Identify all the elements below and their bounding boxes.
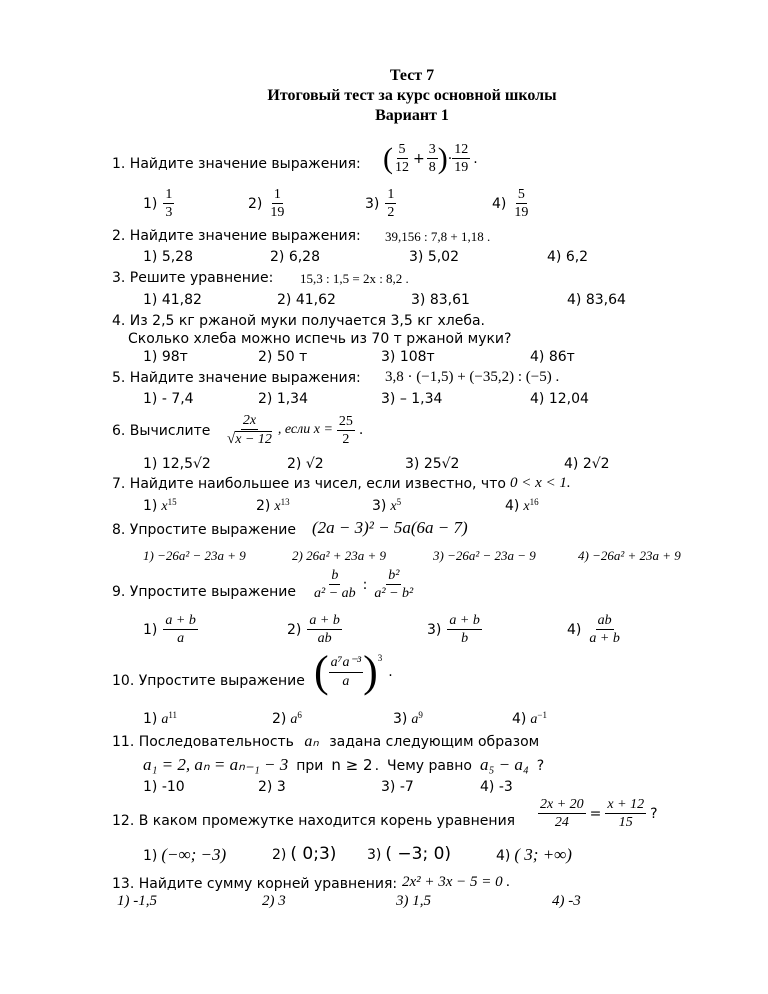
q9-option-4[interactable]: 4) $\frac{ab}{a + b}$ xyxy=(567,613,620,647)
q13-option-1[interactable]: 1) -1,5 xyxy=(117,893,157,909)
q5-option-4[interactable]: 4) 12,04 xyxy=(530,391,589,407)
test-subtitle: Итоговый тест за курс основной школы xyxy=(267,87,557,104)
q10-text: 10. Упростите выражение xyxy=(112,673,305,689)
q6-option-3[interactable]: 3) 25√2 xyxy=(405,456,460,472)
q5-option-2[interactable]: 2) 1,34 xyxy=(258,391,308,407)
q2-option-3[interactable]: 3) 5,02 xyxy=(409,249,459,265)
q7-option-4[interactable]: 4) $x^{16}$ xyxy=(505,497,539,514)
q11-option-2[interactable]: 2) 3 xyxy=(258,779,286,795)
q11-definition: a₁ = 2, aₙ = aₙ₋₁ − 3 при n ≥ 2 . Чему равно a₅ − a₄ ? xyxy=(143,755,545,774)
q4-option-2[interactable]: 2) 50 т xyxy=(258,349,308,365)
q4-option-4[interactable]: 4) 86т xyxy=(530,349,575,365)
q13-option-4[interactable]: 4) -3 xyxy=(552,893,581,909)
q7-text: 7. Найдите наибольшее из чисел, если известно, что xyxy=(112,476,506,492)
q8-option-4[interactable]: 4) −26a² + 23a + 9 xyxy=(578,548,681,563)
test-title: Тест 7 xyxy=(389,67,435,84)
q2-option-4[interactable]: 4) 6,2 xyxy=(547,249,589,265)
q7-option-3[interactable]: 3) $x^5$ xyxy=(372,497,402,514)
q10-option-1[interactable]: 1) $a^{11}$ xyxy=(143,710,178,727)
q10-option-4[interactable]: 4) $a^{-1}$ xyxy=(512,710,547,727)
q6-option-2[interactable]: 2) √2 xyxy=(287,456,324,472)
q8-expression: (2a − 3)² − 5a(6a − 7) xyxy=(312,518,468,537)
q9-option-3[interactable]: 3) $\frac{a + b}{b}$ xyxy=(427,613,480,647)
q4-option-3[interactable]: 3) 108т xyxy=(381,349,435,365)
q9-option-2[interactable]: 2) $\frac{a + b}{ab}$ xyxy=(287,613,340,647)
q3-option-3[interactable]: 3) 83,61 xyxy=(411,292,470,308)
q12-option-4[interactable]: 4) ( 3; +∞) xyxy=(496,845,572,864)
q2-option-1[interactable]: 1) 5,28 xyxy=(143,249,193,265)
q12-equation: $\frac{2x + 20}{24}$ = $\frac{x + 12}{15}$ ? xyxy=(540,797,658,831)
q8-option-3[interactable]: 3) −26a² − 23a − 9 xyxy=(433,548,536,563)
q7-condition: 0 < x < 1. xyxy=(510,475,571,491)
q5-expression: 3,8 · (−1,5) + (−35,2) : (−5) . xyxy=(385,369,560,385)
q1-expression: ( $\frac{5}{12}$ + $\frac{3}{8}$ ) · $\frac{12}{19}$ . xyxy=(383,141,478,176)
q13-option-2[interactable]: 2) 3 xyxy=(262,893,286,909)
variant-label: Вариант 1 xyxy=(375,107,449,124)
q2-text: 2. Найдите значение выражения: xyxy=(112,228,361,244)
q11-text: 11. Последовательность aₙ задана следующим образом xyxy=(112,733,540,750)
q10-expression: ( $\frac{\text{a⁷a⁻³}}{a}$ ) 3 . xyxy=(314,647,393,696)
q2-expression: 39,156 : 7,8 + 1,18 . xyxy=(385,229,491,244)
q6-option-1[interactable]: 1) 12,5√2 xyxy=(143,456,211,472)
q9-expression: $\frac{b}{\text{a² − ab}}$ : $\frac{\text{b²}}{\text{a² − b²}}$ xyxy=(314,568,414,602)
q7-option-1[interactable]: 1) $x^{15}$ xyxy=(143,497,177,514)
q11-option-4[interactable]: 4) -3 xyxy=(480,779,513,795)
q9-text: 9. Упростите выражение xyxy=(112,584,296,600)
q5-option-3[interactable]: 3) – 1,34 xyxy=(381,391,443,407)
q3-option-2[interactable]: 2) 41,62 xyxy=(277,292,336,308)
q8-option-1[interactable]: 1) −26a² − 23a + 9 xyxy=(143,548,246,563)
q11-option-3[interactable]: 3) -7 xyxy=(381,779,414,795)
q1-option-3[interactable]: 3) $\frac{1}{2}$ xyxy=(365,187,395,221)
q2-option-2[interactable]: 2) 6,28 xyxy=(270,249,320,265)
q7-option-2[interactable]: 2) $x^{13}$ xyxy=(256,497,290,514)
q13-option-3[interactable]: 3) 1,5 xyxy=(396,893,431,909)
q1-text: 1. Найдите значение выражения: xyxy=(112,156,361,172)
q12-text: 12. В каком промежутке находится корень уравнения xyxy=(112,813,516,829)
q12-option-1[interactable]: 1) (−∞; −3) xyxy=(143,845,227,864)
q3-expression: 15,3 : 1,5 = 2x : 8,2 . xyxy=(300,271,409,286)
q3-option-1[interactable]: 1) 41,82 xyxy=(143,292,202,308)
q6-option-4[interactable]: 4) 2√2 xyxy=(564,456,610,472)
q12-option-2[interactable]: 2) ( 0;3) xyxy=(272,844,337,864)
q3-text: 3. Решите уравнение: xyxy=(112,270,274,286)
q4-line-2: Сколько хлеба можно испечь из 70 т ржаной муки? xyxy=(128,331,512,347)
q1-option-2[interactable]: 2) $\frac{1}{19}$ xyxy=(248,187,285,221)
q3-option-4[interactable]: 4) 83,64 xyxy=(567,292,626,308)
q11-option-1[interactable]: 1) -10 xyxy=(143,779,185,795)
q13-text: 13. Найдите сумму корней уравнения: xyxy=(112,876,398,892)
q5-option-1[interactable]: 1) - 7,4 xyxy=(143,391,194,407)
q12-option-3[interactable]: 3) ( −3; 0) xyxy=(367,844,452,864)
q4-line-1: 4. Из 2,5 кг ржаной муки получается 3,5 кг хлеба. xyxy=(112,313,485,329)
q9-option-1[interactable]: 1) $\frac{a + b}{a}$ xyxy=(143,613,196,647)
q1-option-1[interactable]: 1) $\frac{1}{3}$ xyxy=(143,187,173,221)
q6-expression: $\frac{2x}{√x - 12}$ , если x = $\frac{25}{2}$ . xyxy=(227,413,364,448)
q6-text: 6. Вычислите xyxy=(112,423,211,439)
q5-text: 5. Найдите значение выражения: xyxy=(112,370,361,386)
q10-option-3[interactable]: 3) $a^9$ xyxy=(393,710,423,727)
q8-option-2[interactable]: 2) 26a² + 23a + 9 xyxy=(292,548,387,563)
q1-option-4[interactable]: 4) $\frac{5}{19}$ xyxy=(492,187,529,221)
q10-option-2[interactable]: 2) $a^6$ xyxy=(272,710,302,727)
q13-equation: 2x² + 3x − 5 = 0 . xyxy=(402,874,511,890)
q8-text: 8. Упростите выражение xyxy=(112,522,296,538)
q4-option-1[interactable]: 1) 98т xyxy=(143,349,188,365)
